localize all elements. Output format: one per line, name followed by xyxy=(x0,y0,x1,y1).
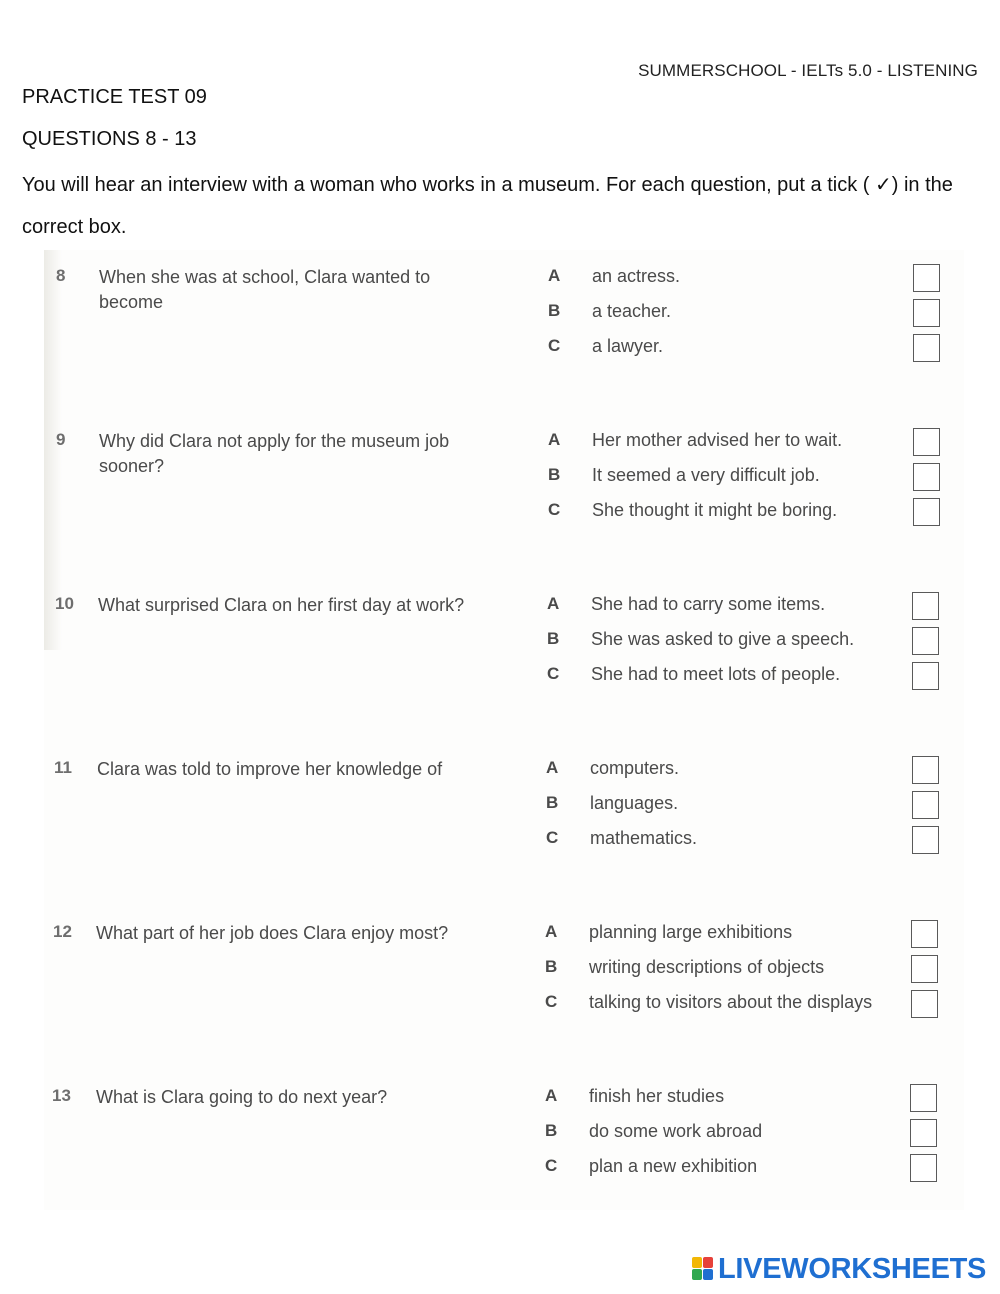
option-a xyxy=(545,1086,965,1116)
scanned-worksheet xyxy=(44,250,964,1210)
question-number: 9 xyxy=(56,430,66,449)
option-letter: B xyxy=(545,957,558,976)
tick-box-q12-a[interactable] xyxy=(911,920,938,948)
tick-box-q11-a[interactable] xyxy=(912,756,939,784)
question-11 xyxy=(0,757,1000,877)
option-b xyxy=(545,1121,965,1151)
option-b xyxy=(548,301,968,331)
question-12 xyxy=(0,921,1000,1041)
option-a xyxy=(546,758,966,788)
option-letter: A xyxy=(545,1086,558,1105)
option-c xyxy=(545,1156,965,1186)
option-text: planning large exhibitions xyxy=(589,922,793,942)
question-text: When she was at school, Clara wanted to become xyxy=(99,267,431,312)
tick-box-q10-b[interactable] xyxy=(912,627,939,655)
question-text: What surprised Clara on her first day at work? xyxy=(98,595,465,615)
option-text: mathematics. xyxy=(590,828,698,848)
tick-box-q9-a[interactable] xyxy=(913,428,940,456)
option-letter: C xyxy=(546,828,559,847)
tick-box-q8-a[interactable] xyxy=(913,264,940,292)
option-letter: B xyxy=(548,465,561,484)
option-letter: B xyxy=(546,793,559,812)
question-text: What part of her job does Clara enjoy most? xyxy=(96,923,449,943)
question-number: 11 xyxy=(54,758,72,777)
option-letter: A xyxy=(548,266,561,285)
option-letter: B xyxy=(548,301,561,320)
option-text: Her mother advised her to wait. xyxy=(592,430,843,450)
option-text: an actress. xyxy=(592,266,681,286)
option-a xyxy=(547,594,967,624)
tick-box-q12-c[interactable] xyxy=(911,990,938,1018)
option-text: She was asked to give a speech. xyxy=(591,629,855,649)
question-8 xyxy=(0,265,1000,385)
option-text: She thought it might be boring. xyxy=(592,500,838,520)
option-text: a lawyer. xyxy=(592,336,664,356)
tick-box-q12-b[interactable] xyxy=(911,955,938,983)
option-text: languages. xyxy=(590,793,679,813)
option-b xyxy=(548,465,968,495)
option-b xyxy=(546,793,966,823)
option-text: It seemed a very difficult job. xyxy=(592,465,820,485)
tick-box-q9-b[interactable] xyxy=(913,463,940,491)
tick-box-q13-a[interactable] xyxy=(910,1084,937,1112)
option-text: computers. xyxy=(590,758,680,778)
option-letter: A xyxy=(546,758,559,777)
option-text: plan a new exhibition xyxy=(589,1156,758,1176)
option-letter: C xyxy=(545,992,558,1011)
option-b xyxy=(547,629,967,659)
option-text: a teacher. xyxy=(592,301,672,321)
tick-box-q13-b[interactable] xyxy=(910,1119,937,1147)
question-number: 8 xyxy=(56,266,66,285)
option-letter: B xyxy=(547,629,560,648)
question-13 xyxy=(0,1085,1000,1205)
option-letter: A xyxy=(545,922,558,941)
option-letter: C xyxy=(548,500,561,519)
tick-box-q11-c[interactable] xyxy=(912,826,939,854)
tick-box-q10-c[interactable] xyxy=(912,662,939,690)
option-text: finish her studies xyxy=(589,1086,725,1106)
option-text: do some work abroad xyxy=(589,1121,763,1141)
tick-box-q8-c[interactable] xyxy=(913,334,940,362)
option-c xyxy=(545,992,965,1022)
tick-box-q9-c[interactable] xyxy=(913,498,940,526)
option-text: She had to carry some items. xyxy=(591,594,826,614)
question-number: 10 xyxy=(55,594,74,613)
option-letter: B xyxy=(545,1121,558,1140)
question-9 xyxy=(0,429,1000,549)
option-c xyxy=(548,500,968,530)
option-a xyxy=(548,430,968,460)
questions-range: QUESTIONS 8 - 13 xyxy=(22,128,197,150)
option-c xyxy=(547,664,967,694)
option-letter: A xyxy=(547,594,560,613)
option-b xyxy=(545,957,965,987)
option-a xyxy=(548,266,968,296)
question-text: What is Clara going to do next year? xyxy=(96,1087,388,1107)
question-number: 12 xyxy=(53,922,72,941)
question-10 xyxy=(0,593,1000,713)
option-letter: C xyxy=(548,336,561,355)
course-header: SUMMERSCHOOL - IELTs 5.0 - LISTENING xyxy=(638,61,978,80)
option-letter: C xyxy=(547,664,560,683)
tick-box-q10-a[interactable] xyxy=(912,592,939,620)
liveworksheets-logo-text: LIVEWORKSHEETS xyxy=(718,1252,987,1285)
liveworksheets-logo-icon xyxy=(692,1257,714,1281)
option-letter: A xyxy=(548,430,561,449)
option-c xyxy=(548,336,968,366)
question-number: 13 xyxy=(52,1086,71,1105)
option-text: talking to visitors about the displays xyxy=(589,992,873,1012)
question-text: Why did Clara not apply for the museum job sooner? xyxy=(99,431,450,476)
option-c xyxy=(546,828,966,858)
tick-box-q8-b[interactable] xyxy=(913,299,940,327)
option-text: writing descriptions of objects xyxy=(589,957,825,977)
test-title: PRACTICE TEST 09 xyxy=(22,86,207,108)
tick-box-q11-b[interactable] xyxy=(912,791,939,819)
liveworksheets-logo xyxy=(692,1252,986,1286)
option-text: She had to meet lots of people. xyxy=(591,664,841,684)
tick-box-q13-c[interactable] xyxy=(910,1154,937,1182)
question-text: Clara was told to improve her knowledge of xyxy=(97,759,443,779)
option-letter: C xyxy=(545,1156,558,1175)
instructions: You will hear an interview with a woman who works in a museum. For each question, put a tick ( ✓) in the correct box. xyxy=(22,174,953,238)
option-a xyxy=(545,922,965,952)
